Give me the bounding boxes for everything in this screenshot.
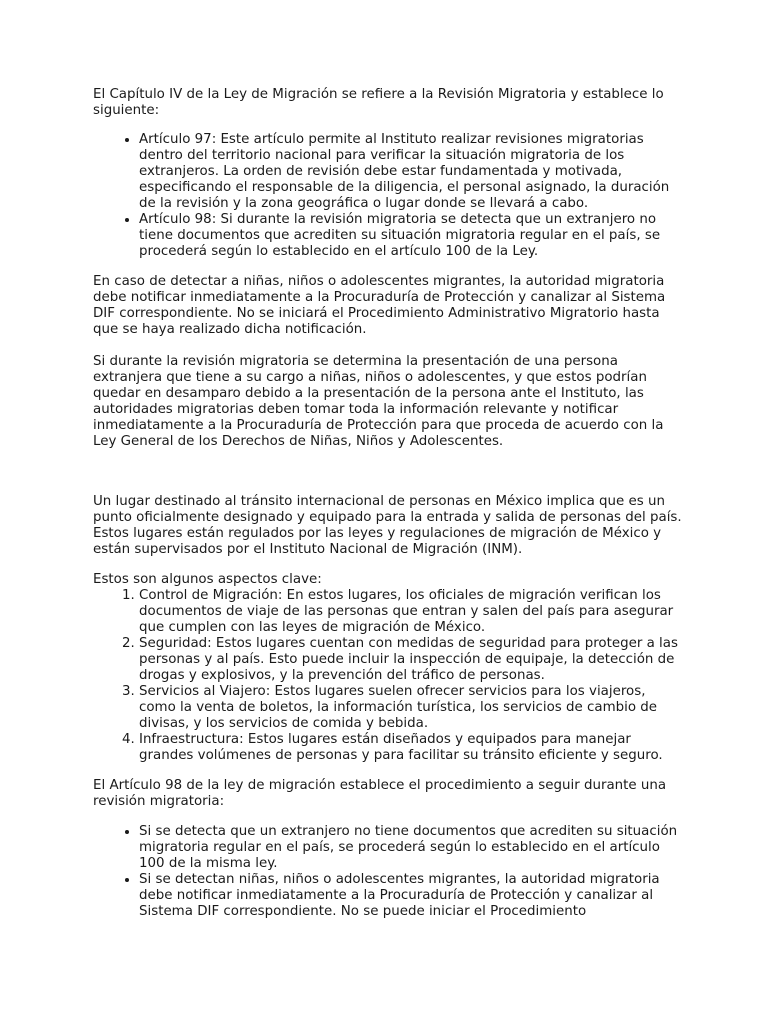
aspects-list	[93, 588, 683, 764]
minors-paragraph: En caso de detectar a niñas, niños o adolescentes migrantes, la autoridad migratoria debe notificar inmediatamente a la Procuraduría de Protección y canalizar al Sistema DIF correspondiente. No se iniciará el Procedimiento Administrativo Migratorio hasta que se haya realizado dicha notificación.	[93, 274, 666, 337]
list-item: • Si se detectan niñas, niños o adolescentes migrantes, la autoridad migratoria debe notificar inmediatamente a la Procuraduría de Protección y canalizar al Sistema DIF correspondiente. No se puede iniciar el Procedimiento	[139, 872, 683, 920]
articles-list	[93, 132, 683, 260]
list-item: 2. Seguridad: Estos lugares cuentan con medidas de seguridad para proteger a las personas y al país. Esto puede incluir la inspección de equipaje, la detección de drogas y explosivos, y la prevención del tráfico de personas.	[139, 636, 683, 684]
list-item: 3. Servicios al Viajero: Estos lugares suelen ofrecer servicios para los viajeros, como la venta de boletos, la información turística, los servicios de cambio de divisas, y los servicios de comida y bebida.	[139, 684, 683, 732]
procedure-list	[93, 824, 683, 920]
list-item: • Artículo 97: Este artículo permite al Instituto realizar revisiones migratorias dentro del territorio nacional para verificar la situación migratoria de los extranjeros. La orden de revisión debe estar fundamentada y motivada, especificando el responsable de la diligencia, el personal asignado, la duración de la revisión y la zona geográfica o lugar donde se llevará a cabo.	[139, 132, 683, 212]
dependents-paragraph: Si durante la revisión migratoria se determina la presentación de una persona extranjera que tiene a su cargo a niñas, niños o adolescentes, y que estos podrían quedar en desamparo debido a la presentación de la persona ante el Instituto, las autoridades migratorias deben tomar toda la información relevante y notificar inmediatamente a la Procuraduría de Protección para que proceda de acuerdo con la Ley General de los Derechos de Niñas, Niños y Adolescentes.	[93, 354, 664, 449]
list-item: 4. Infraestructura: Estos lugares están diseñados y equipados para manejar grandes volúmenes de personas y para facilitar su tránsito eficiente y seguro.	[139, 732, 683, 764]
aspects-intro: Estos son algunos aspectos clave:	[93, 572, 322, 587]
document-body	[93, 87, 683, 920]
art98-paragraph: El Artículo 98 de la ley de migración establece el procedimiento a seguir durante una revisión migratoria:	[93, 778, 667, 809]
list-item: 1. Control de Migración: En estos lugares, los oficiales de migración verifican los documentos de viaje de las personas que entran y salen del país para asegurar que cumplen con las leyes de migración de México.	[139, 588, 683, 636]
intro-paragraph: El Capítulo IV de la Ley de Migración se refiere a la Revisión Migratoria y establece lo siguiente:	[93, 87, 664, 118]
transit-paragraph: Un lugar destinado al tránsito internacional de personas en México implica que es un punto oficialmente designado y equipado para la entrada y salida de personas del país. Estos lugares están regulados por las leyes y regulaciones de migración de México y están supervisados por el Instituto Nacional de Migración (INM).	[93, 494, 682, 557]
list-item: • Artículo 98: Si durante la revisión migratoria se detecta que un extranjero no tiene documentos que acrediten su situación migratoria regular en el país, se procederá según lo establecido en el artículo 100 de la Ley.	[139, 212, 683, 260]
list-item: • Si se detecta que un extranjero no tiene documentos que acrediten su situación migratoria regular en el país, se procederá según lo establecido en el artículo 100 de la misma ley.	[139, 824, 683, 872]
